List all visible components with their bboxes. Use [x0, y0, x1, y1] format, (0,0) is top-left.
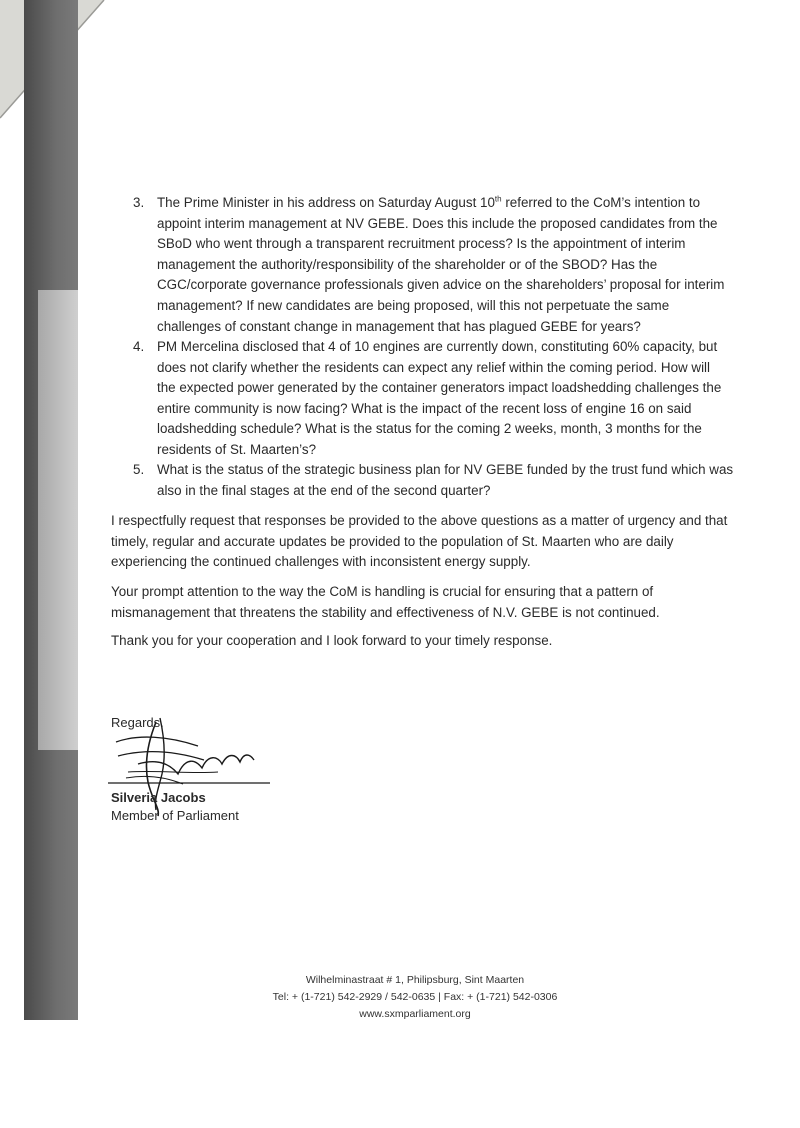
- paragraph-line: Thank you for your cooperation and I look forward to your timely response.: [111, 633, 553, 648]
- question-number: 3.: [133, 195, 145, 210]
- question-4: [133, 337, 737, 461]
- question-number: 4.: [133, 339, 145, 354]
- question-line: challenges of constant change in management that has plagued GEBE for years?: [157, 318, 641, 334]
- signatory-name: Silveria Jacobs: [111, 790, 206, 805]
- letterhead-footer: [250, 972, 580, 1023]
- question-number: 5.: [133, 462, 145, 477]
- question-line: What is the status of the strategic business plan for NV GEBE funded by the trust fund which was: [157, 462, 734, 477]
- paragraph-attention: [111, 582, 736, 623]
- question-line: the expected power generated by the container generators impact loadshedding challenges the: [157, 380, 722, 396]
- footer-phone: Tel: + (1-721) 542-2929 / 542-0635 | Fax: + (1-721) 542-0306: [272, 991, 558, 1003]
- question-line: does not clarify whether the residents can expect any relief within the coming period. How will: [157, 359, 711, 375]
- paragraph-line: experiencing the continued challenges with inconsistent energy supply.: [111, 554, 531, 570]
- question-line: also in the final stages at the end of the second quarter?: [157, 482, 491, 498]
- paragraph-request: [111, 511, 736, 573]
- question-line: entire community is now facing? What is the impact of the recent loss of engine 16 on said: [157, 400, 692, 416]
- question-line: management? If new candidates are being proposed, will this not perpetuate the same: [157, 297, 670, 313]
- paragraph-line: Your prompt attention to the way the CoM is handling is crucial for ensuring that a pattern of: [111, 584, 654, 599]
- question-line: management the authority/responsibility of the shareholder or of the SBOD? Has the: [157, 256, 658, 272]
- paragraph-line: I respectfully request that responses be provided to the above questions as a matter of urgency and that: [111, 513, 728, 528]
- question-3: [133, 193, 737, 337]
- paragraph-thanks: [111, 631, 736, 652]
- closing-regards: Regards,: [111, 715, 164, 730]
- question-line: residents of St. Maarten’s?: [157, 441, 317, 457]
- question-line: SBoD who went through a transparent recruitment process? Is the appointment of interim: [157, 236, 686, 252]
- question-line: loadshedding schedule? What is the status for the coming 2 weeks, month, 3 months for the: [157, 421, 702, 437]
- paragraph-line: timely, regular and accurate updates be provided to the population of St. Maarten who are daily: [111, 533, 674, 549]
- paragraph-line: mismanagement that threatens the stability and effectiveness of N.V. GEBE is not continued.: [111, 604, 660, 620]
- question-line: appoint interim management at NV GEBE. Does this include the proposed candidates from the: [157, 215, 718, 231]
- footer-website: www.sxmparliament.org: [359, 1008, 471, 1020]
- question-5: [133, 460, 757, 501]
- signatory-title: Member of Parliament: [111, 808, 239, 823]
- question-line: The Prime Minister in his address on Saturday August 10th referred to the CoM’s intention to: [157, 194, 701, 210]
- question-line: PM Mercelina disclosed that 4 of 10 engines are currently down, constituting 60% capacity, but: [157, 339, 718, 354]
- footer-address: Wilhelminastraat # 1, Philipsburg, Sint Maarten: [305, 974, 525, 986]
- question-line: CGC/corporate governance professionals given advice on the shareholders’ proposal for interim: [157, 277, 725, 293]
